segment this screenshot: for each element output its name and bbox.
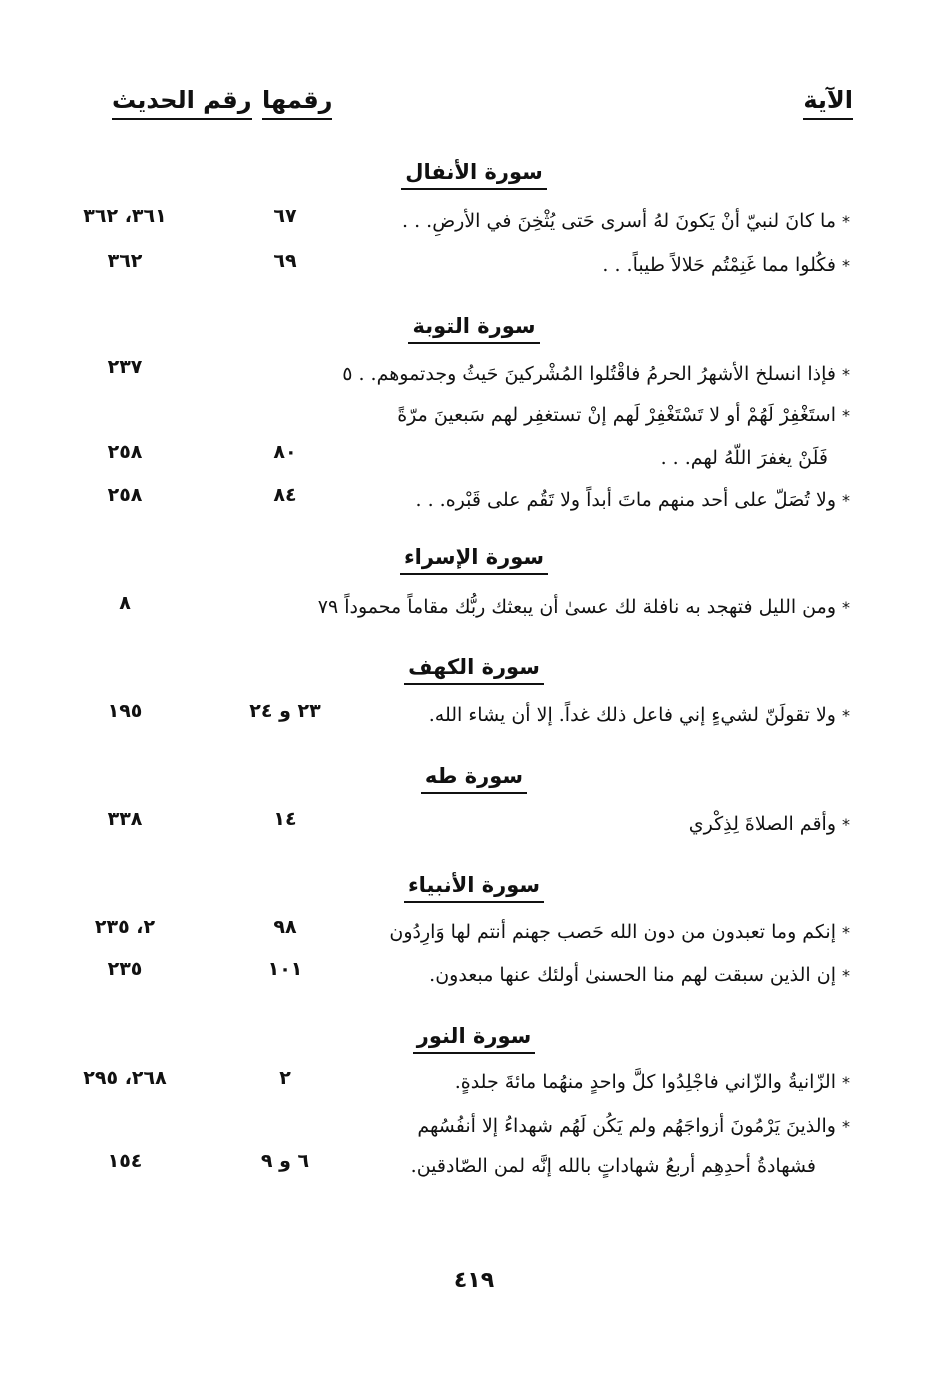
hadith-number: ٣٣٨ xyxy=(107,808,143,830)
header-ayah-number: رقمها xyxy=(262,86,332,120)
ayah-number: ٦٧ xyxy=(273,205,297,227)
header-hadith-number: رقم الحديث xyxy=(112,86,252,120)
ayah-number: ٨٤ xyxy=(273,484,297,506)
surah-heading: سورة طه xyxy=(0,764,948,794)
surah-heading: سورة التوبة xyxy=(0,314,948,344)
hadith-number: ٢، ٢٣٥ xyxy=(94,916,156,938)
verse-text: *ولا تُصَلّ على أحد منهم ماتَ أبداً ولا تَقُم على قَبْره. . . xyxy=(415,489,850,511)
ayah-number: ١٤ xyxy=(273,808,297,830)
verse-text: *ما كانَ لنبيّ أنْ يَكونَ لهُ أسرى حَتى يُثْخِنَ في الأرضِ. . . xyxy=(402,210,850,232)
ayah-number: ٢٣ و ٢٤ xyxy=(249,700,321,722)
verse-text: *استَغْفِرْ لَهُمْ أو لا تَسْتَغْفِرْ لَهم إنْ تستغفِر لهم سَبعينَ مرّةً xyxy=(397,404,850,426)
ayah-number: ٩٨ xyxy=(273,916,297,938)
surah-heading: سورة الأنفال xyxy=(0,160,948,190)
hadith-number: ٨ xyxy=(119,592,131,614)
verse-text-continued: فشهادةُ أحدِهِم أربعُ شهاداتٍ بالله إنَّه لمن الصّادقين. xyxy=(410,1155,816,1177)
surah-heading: سورة الإسراء xyxy=(0,545,948,575)
verse-text: *فكُلوا مما غَنِمْتُم حَلالاً طيباً. . . xyxy=(602,254,850,276)
hadith-number: ٢٥٨ xyxy=(107,441,143,463)
header-verse: الآية xyxy=(803,86,853,120)
verse-text: *ولا تقولَنّ لشيءٍ إني فاعل ذلك غداً. إلا أن يشاء الله. xyxy=(428,704,850,726)
hadith-number: ٢٣٥ xyxy=(107,958,143,980)
verse-text: *الزّانيةُ والزّاني فاجْلِدُوا كلَّ واحدٍ منهُما مائةَ جلدةٍ. xyxy=(454,1071,850,1093)
verse-text: *إنكم وما تعبدون من دون الله حَصب جهنم أنتم لها وَارِدُون xyxy=(389,921,850,943)
verse-text: *وأقم الصلاةَ لِذِكْري xyxy=(688,813,850,835)
page-number: ٤١٩ xyxy=(453,1268,495,1293)
ayah-number: ١٠١ xyxy=(267,958,303,980)
verse-text-continued: فَلَنْ يغفرَ اللّهُ لهم. . . xyxy=(660,447,828,469)
surah-heading: سورة الكهف xyxy=(0,655,948,685)
hadith-number: ٣٦٢ xyxy=(107,250,143,272)
hadith-number: ١٥٤ xyxy=(107,1150,143,1172)
verse-text: *والذينَ يَرْمُونَ أزواجَهُم ولم يَكُن لَهُم شهداءُ إلا أنفُسُهم xyxy=(417,1115,850,1137)
verse-text: *إن الذين سبقت لهم منا الحسنىٰ أولئك عنها مبعدون. xyxy=(429,964,850,986)
ayah-number: ٦٩ xyxy=(273,250,297,272)
verse-text: *فإذا انسلخ الأشهرُ الحرمُ فاقْتُلوا المُشْركينَ حَيثُ وجدتموهم. . ٥ xyxy=(342,363,850,385)
hadith-number: ٢٥٨ xyxy=(107,484,143,506)
ayah-number: ٦ و ٩ xyxy=(260,1150,310,1172)
surah-heading: سورة النور xyxy=(0,1024,948,1054)
hadith-number: ٣٦١، ٣٦٢ xyxy=(83,205,167,227)
hadith-number: ٢٦٨، ٢٩٥ xyxy=(83,1067,167,1089)
hadith-number: ١٩٥ xyxy=(107,700,143,722)
surah-heading: سورة الأنبياء xyxy=(0,873,948,903)
hadith-number: ٢٣٧ xyxy=(107,356,143,378)
ayah-number: ٨٠ xyxy=(273,441,297,463)
ayah-number: ٢ xyxy=(279,1067,291,1089)
verse-text: *ومن الليل فتهجد به نافلة لك عسىٰ أن يبعثك ربُّك مقاماً محموداً ٧٩ xyxy=(317,596,850,618)
